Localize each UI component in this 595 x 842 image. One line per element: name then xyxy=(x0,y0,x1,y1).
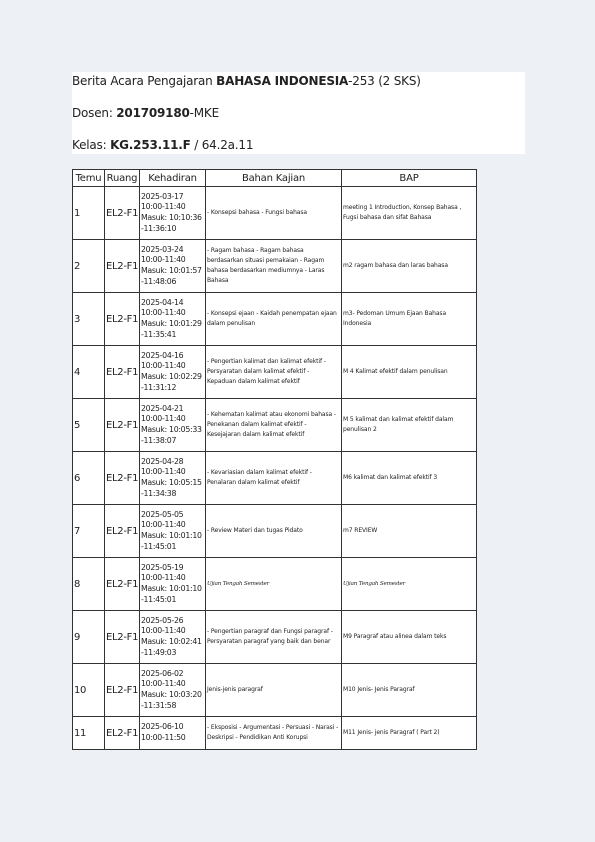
table-row xyxy=(73,346,477,399)
attendance-cell xyxy=(140,664,206,717)
study-material: - Pengertian kalimat dan kalimat efektif - Persyaratan dalam kalimat efektif - Kepaduan dalam kalimat efektif xyxy=(206,346,342,399)
room-code: EL2-F1 xyxy=(105,664,140,717)
attendance-cell xyxy=(140,187,206,240)
table-row xyxy=(73,187,477,240)
attendance-schedule: 10:00-11:40 xyxy=(141,626,186,636)
attendance-check-in: Masuk: 10:01:10 xyxy=(141,531,202,540)
meeting-number: 2 xyxy=(73,240,105,293)
attendance-cell xyxy=(140,505,206,558)
attendance-schedule: 10:00-11:40 xyxy=(141,308,186,318)
attendance-check-out: -11:34:38 xyxy=(141,488,177,498)
attendance-date: 2025-04-14 xyxy=(141,297,184,307)
lecture-report: M6 kalimat dan kalimat efektif 3 xyxy=(342,452,477,505)
meeting-number: 1 xyxy=(73,187,105,240)
study-material: - Konsepsi bahasa - Fungsi bahasa xyxy=(206,187,342,240)
meeting-number: 5 xyxy=(73,399,105,452)
attendance-date: 2025-04-16 xyxy=(141,350,184,360)
study-material: - Ragam bahasa - Ragam bahasa berdasarkan situasi pemakaian - Ragam bahasa berdasarkan mediumnya - Laras Bahasa xyxy=(206,240,342,293)
lecture-report: m7 REVIEW xyxy=(342,505,477,558)
room-code: EL2-F1 xyxy=(105,346,140,399)
study-material: - Pengertian paragraf dan Fungsi paragraf - Persyaratan paragraf yang baik dan benar xyxy=(206,611,342,664)
attendance-check-in: Masuk: 10:05:33 xyxy=(141,425,202,434)
study-material: - Eksposisi - Argumentasi - Persuasi - Narasi - Deskripsi - Pendidikan Anti Korupsi xyxy=(206,717,342,750)
room-code: EL2-F1 xyxy=(105,187,140,240)
attendance-schedule: 10:00-11:40 xyxy=(141,520,186,530)
attendance-check-in: Masuk: 10:05:15 xyxy=(141,478,202,487)
table-row xyxy=(73,399,477,452)
attendance-check-in: Masuk: 10:02:41 xyxy=(141,637,202,646)
meeting-number: 8 xyxy=(73,558,105,611)
attendance-schedule: 10:00-11:50 xyxy=(141,733,186,742)
lecture-report: meeting 1 Introduction, Konsep Bahasa , Fugsi bahasa dan sifat Bahasa xyxy=(342,187,477,240)
table-row xyxy=(73,611,477,664)
attendance-check-out: -11:49:03 xyxy=(141,647,177,657)
room-code: EL2-F1 xyxy=(105,240,140,293)
table-row xyxy=(73,717,477,750)
column-header-kehadiran: Kehadiran xyxy=(140,170,206,187)
attendance-check-out: -11:48:06 xyxy=(141,276,177,286)
attendance-date: 2025-05-19 xyxy=(141,562,184,572)
attendance-schedule: 10:00-11:40 xyxy=(141,361,186,371)
room-code: EL2-F1 xyxy=(105,611,140,664)
attendance-schedule: 10:00-11:40 xyxy=(141,202,186,212)
attendance-date: 2025-05-05 xyxy=(141,509,184,519)
table-body xyxy=(73,187,477,750)
attendance-check-out: -11:45:01 xyxy=(141,541,177,551)
room-code: EL2-F1 xyxy=(105,558,140,611)
attendance-check-out: -11:45:01 xyxy=(141,594,177,604)
attendance-check-in: Masuk: 10:01:29 xyxy=(141,319,202,328)
attendance-date: 2025-05-26 xyxy=(141,615,184,625)
lecture-report: M10 Jenis- Jenis Paragraf xyxy=(342,664,477,717)
meeting-number: 4 xyxy=(73,346,105,399)
attendance-cell xyxy=(140,346,206,399)
attendance-cell xyxy=(140,717,206,750)
attendance-check-in: Masuk: 10:03:20 xyxy=(141,690,202,699)
attendance-check-in: Masuk: 10:01:57 xyxy=(141,266,202,275)
column-header-ruang: Ruang xyxy=(105,170,140,187)
attendance-check-in: Masuk: 10:02:29 xyxy=(141,372,202,381)
meeting-number: 11 xyxy=(73,717,105,750)
class-line: Kelas: KG.253.11.F / 64.2a.11 xyxy=(72,138,254,152)
table-row xyxy=(73,505,477,558)
lecture-report: m2 ragam bahasa dan laras bahasa xyxy=(342,240,477,293)
attendance-schedule: 10:00-11:40 xyxy=(141,414,186,424)
lecture-report: M9 Paragraf atau alinea dalam teks xyxy=(342,611,477,664)
room-code: EL2-F1 xyxy=(105,717,140,750)
table-row xyxy=(73,240,477,293)
column-header-bahan-kajian: Bahan Kajian xyxy=(206,170,342,187)
attendance-date: 2025-03-24 xyxy=(141,244,184,254)
attendance-check-in: Masuk: 10:01:10 xyxy=(141,584,202,593)
table-row xyxy=(73,293,477,346)
table-row xyxy=(73,664,477,717)
attendance-date: 2025-06-02 xyxy=(141,668,184,678)
attendance-schedule: 10:00-11:40 xyxy=(141,573,186,583)
meeting-number: 7 xyxy=(73,505,105,558)
lecture-report: M 4 Kalimat efektif dalam penulisan xyxy=(342,346,477,399)
attendance-date: 2025-03-17 xyxy=(141,191,184,201)
lecture-report: M11 Jenis- jenis Paragraf ( Part 2) xyxy=(342,717,477,750)
meeting-number: 3 xyxy=(73,293,105,346)
study-material: - Kevariasian dalam kalimat efektif - Penalaran dalam kalimat efektif xyxy=(206,452,342,505)
column-header-bap: BAP xyxy=(342,170,477,187)
attendance-table xyxy=(72,169,477,750)
attendance-schedule: 10:00-11:40 xyxy=(141,467,186,477)
attendance-cell xyxy=(140,558,206,611)
attendance-check-out: -11:31:58 xyxy=(141,700,177,710)
meeting-number: 10 xyxy=(73,664,105,717)
study-material: Ujian Tengah Semester xyxy=(206,558,342,611)
table-row xyxy=(73,452,477,505)
column-header-temu: Temu xyxy=(73,170,105,187)
attendance-cell xyxy=(140,611,206,664)
attendance-date: 2025-04-28 xyxy=(141,456,184,466)
attendance-check-in: Masuk: 10:10:36 xyxy=(141,213,202,222)
study-material: Jenis-jenis paragraf xyxy=(206,664,342,717)
study-material: - Kehematan kalimat atau ekonomi bahasa - Penekanan dalam kalimat efektif - Kesejajaran dalam kalimat efektif xyxy=(206,399,342,452)
attendance-check-out: -11:38:07 xyxy=(141,435,177,445)
room-code: EL2-F1 xyxy=(105,505,140,558)
course-title: Berita Acara Pengajaran BAHASA INDONESIA-253 (2 SKS) xyxy=(72,74,421,88)
room-code: EL2-F1 xyxy=(105,293,140,346)
attendance-cell xyxy=(140,452,206,505)
attendance-check-out: -11:36:10 xyxy=(141,223,177,233)
document-header xyxy=(72,72,525,154)
attendance-check-out: -11:31:12 xyxy=(141,382,177,392)
attendance-check-out: -11:35:41 xyxy=(141,329,177,339)
attendance-cell xyxy=(140,293,206,346)
attendance-schedule: 10:00-11:40 xyxy=(141,679,186,689)
lecture-report: M 5 kalimat dan kalimat efektif dalam penulisan 2 xyxy=(342,399,477,452)
attendance-date: 2025-06-10 xyxy=(141,722,184,732)
attendance-cell xyxy=(140,240,206,293)
room-code: EL2-F1 xyxy=(105,452,140,505)
table-header-row xyxy=(73,170,477,187)
meeting-number: 9 xyxy=(73,611,105,664)
attendance-schedule: 10:00-11:40 xyxy=(141,255,186,265)
attendance-date: 2025-04-21 xyxy=(141,403,184,413)
study-material: - Konsepsi ejaan - Kaidah penempatan ejaan dalam penulisan xyxy=(206,293,342,346)
lecture-report: Ujian Tengah Semester xyxy=(342,558,477,611)
lecture-report: m3- Pedoman Umum Ejaan Bahasa Indonesia xyxy=(342,293,477,346)
attendance-cell xyxy=(140,399,206,452)
lecturer-line: Dosen: 201709180-MKE xyxy=(72,106,219,120)
table-row xyxy=(73,558,477,611)
room-code: EL2-F1 xyxy=(105,399,140,452)
study-material: - Review Materi dan tugas Pidato xyxy=(206,505,342,558)
meeting-number: 6 xyxy=(73,452,105,505)
